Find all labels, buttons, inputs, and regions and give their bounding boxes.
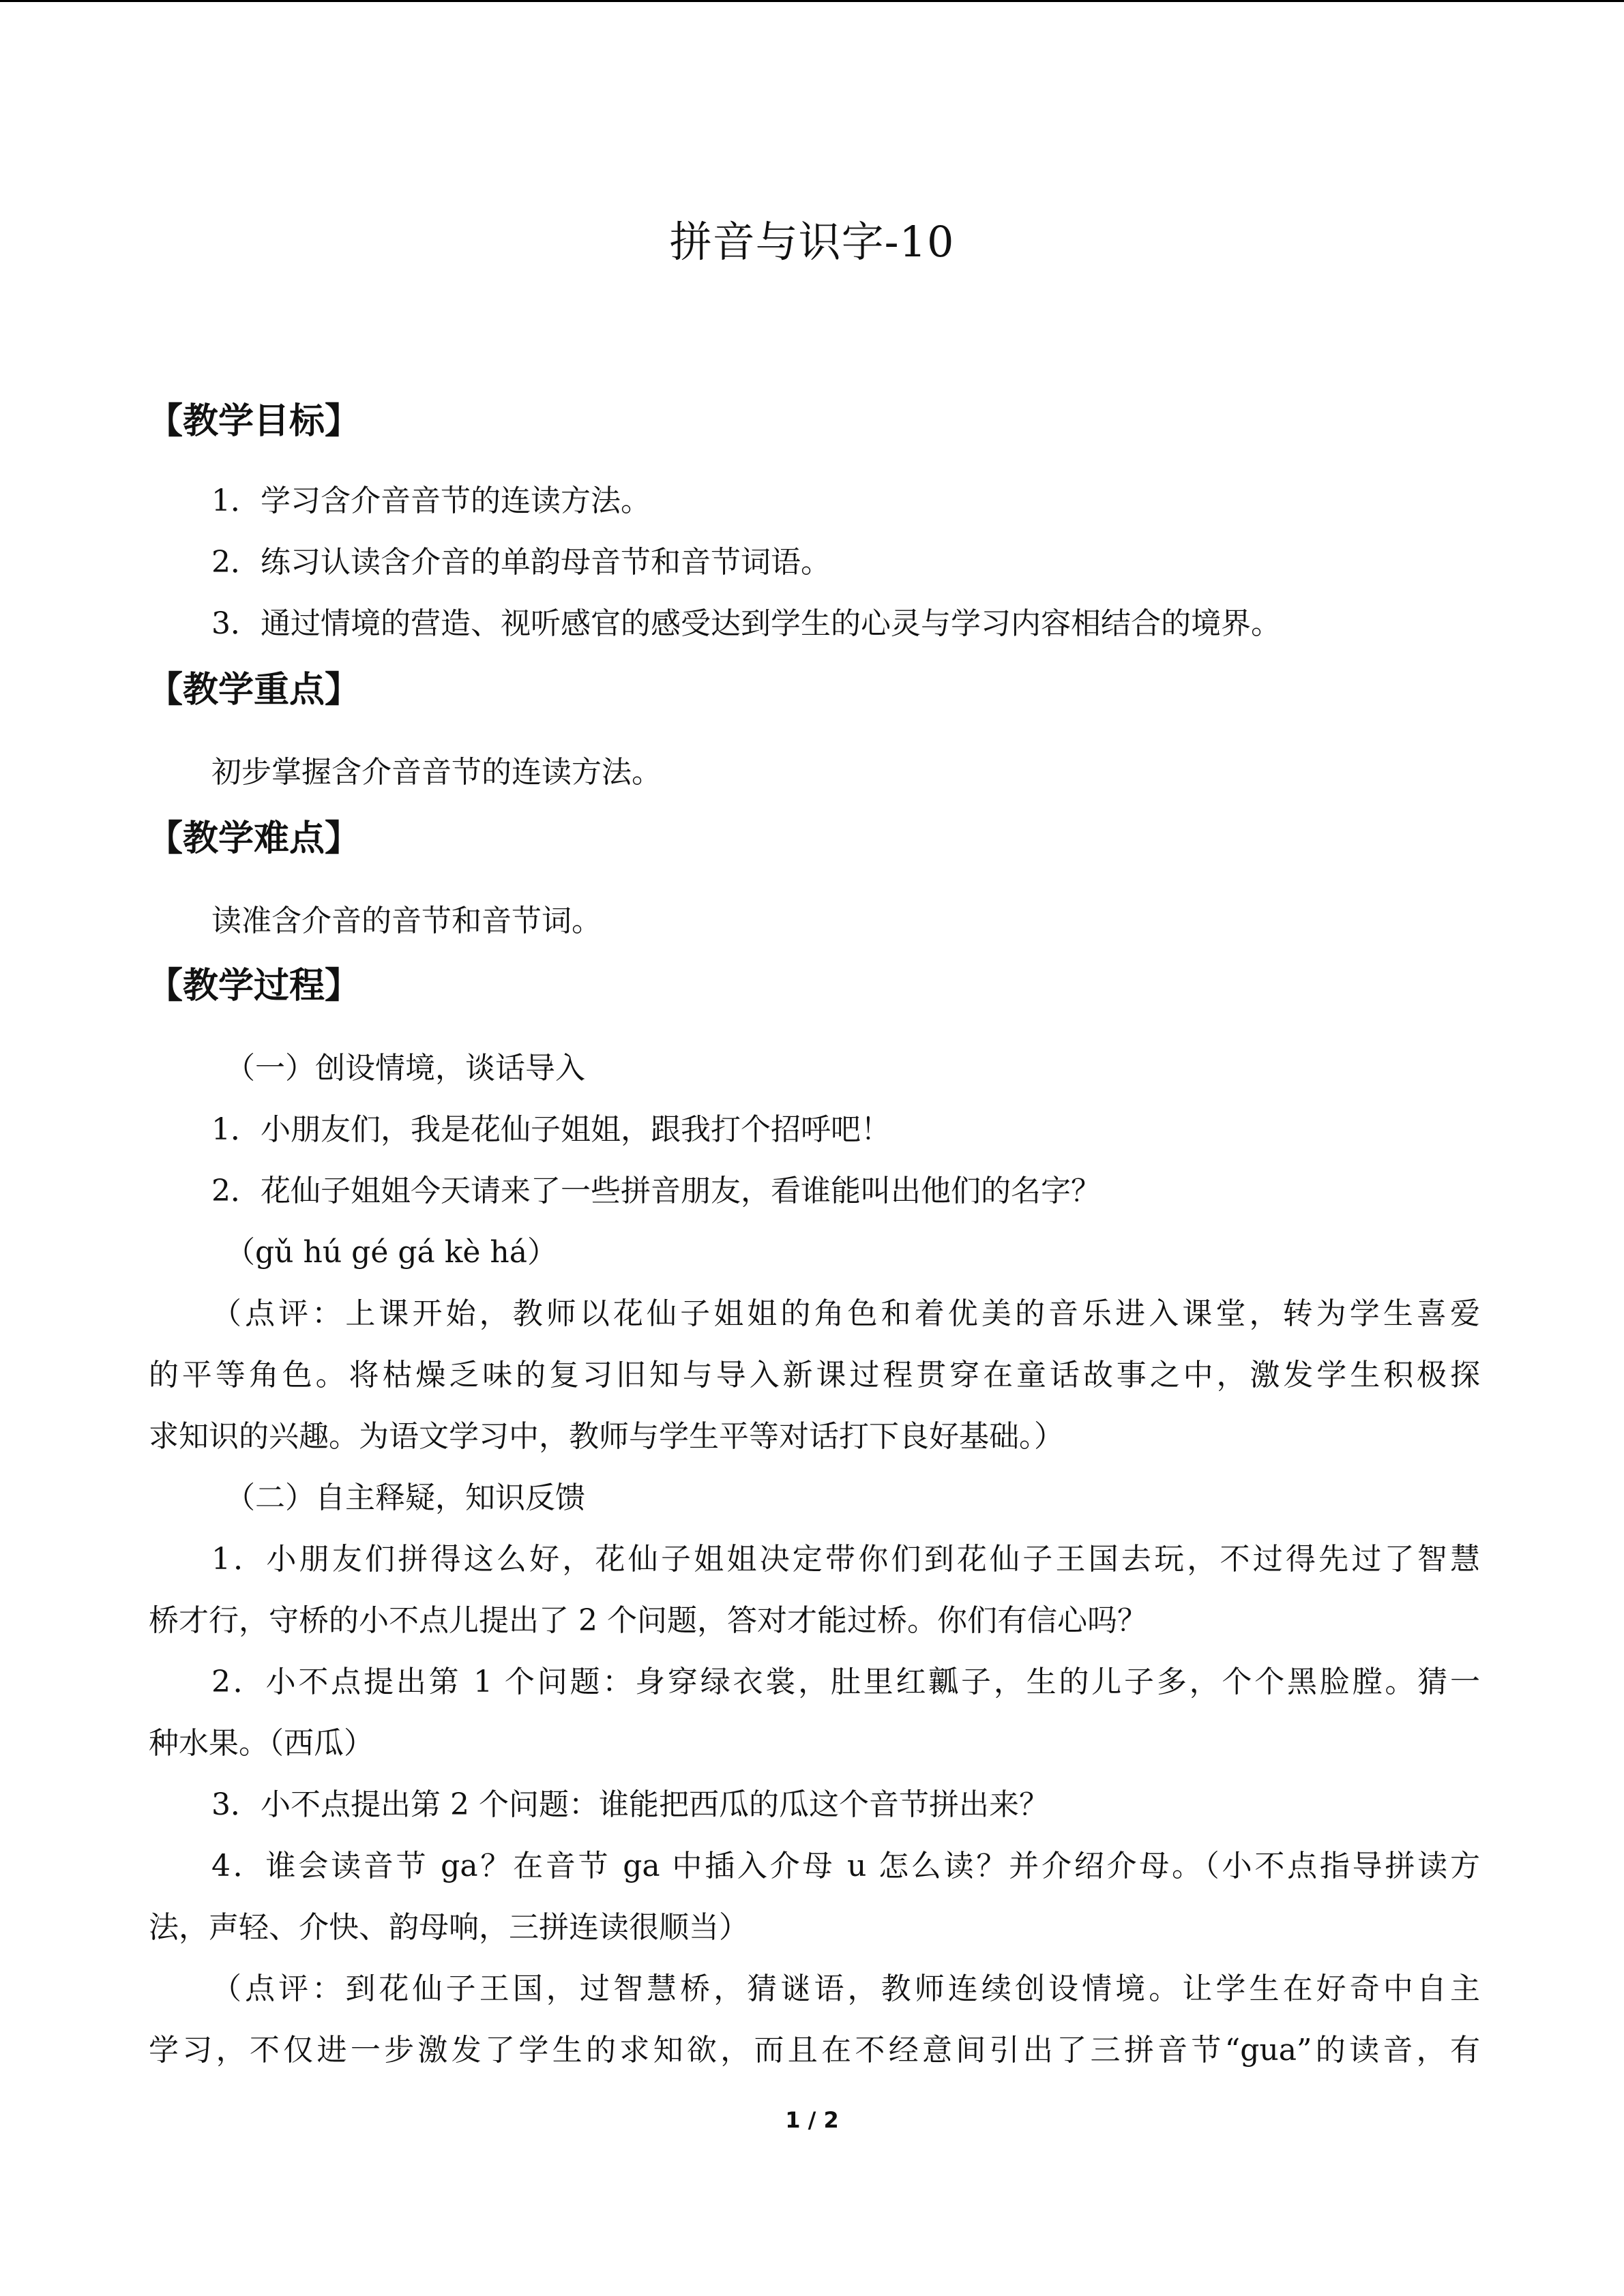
section-heading-difficulties: 【教学难点】: [147, 818, 361, 859]
process-subheading: （一）创设情境，谈话导入: [225, 1051, 585, 1086]
process-line: 2．花仙子姐姐今天请来了一些拼音朋友，看谁能叫出他们的名字？: [211, 1174, 1101, 1208]
comment-line: 的平等角色。将枯燥乏味的复习旧知与导入新课过程贯穿在童话故事之中，激发学生积极探: [149, 1358, 1480, 1392]
goal-item: 3．通过情境的营造、视听感官的感受达到学生的心灵与学习内容相结合的境界。: [211, 606, 1281, 641]
page-number: 1 / 2: [785, 2107, 839, 2133]
process-line: 2．小不点提出第 1 个问题：身穿绿衣裳，肚里红瓤子，生的儿子多，个个黑脸膛。猜一: [211, 1665, 1480, 1699]
process-line: 3．小不点提出第 2 个问题：谁能把西瓜的瓜这个音节拼出来？: [211, 1787, 1049, 1822]
page-title: 拼音与识字-10: [669, 217, 955, 267]
pinyin-line: （gǔ hú gé gá kè há）: [225, 1235, 557, 1270]
process-subheading: （二）自主释疑，知识反馈: [225, 1480, 585, 1515]
comment-line: 求知识的兴趣。为语文学习中，教师与学生平等对话打下良好基础。）: [149, 1419, 1064, 1454]
key-points-text: 初步掌握含介音音节的连读方法。: [211, 755, 662, 790]
goal-item: 2．练习认读含介音的单韵母音节和音节词语。: [211, 545, 831, 580]
process-line: 桥才行，守桥的小不点儿提出了 2 个问题，答对才能过桥。你们有信心吗？: [149, 1603, 1147, 1638]
section-heading-goals: 【教学目标】: [147, 401, 361, 442]
process-line: 1．小朋友们，我是花仙子姐姐，跟我打个招呼吧！: [211, 1112, 891, 1147]
goal-item: 1．学习含介音音节的连读方法。: [211, 483, 651, 518]
process-line: 4．谁会读音节 ga？在音节 ga 中插入介母 u 怎么读？并介绍介母。（小不点指导拼读方: [211, 1849, 1480, 1883]
difficulties-text: 读准含介音的音节和音节词。: [211, 904, 602, 938]
section-heading-process: 【教学过程】: [147, 966, 361, 1007]
process-line: 法，声轻、介快、韵母响，三拼连读很顺当）: [149, 1910, 749, 1945]
comment-line: 学习，不仅进一步激发了学生的求知欲，而且在不经意间引出了三拼音节“gua”的读音，有: [149, 2033, 1480, 2068]
process-line: 1．小朋友们拼得这么好，花仙子姐姐决定带你们到花仙子王国去玩，不过得先过了智慧: [211, 1542, 1480, 1577]
comment-line: （点评：到花仙子王国，过智慧桥，猜谜语，教师连续创设情境。让学生在好奇中自主: [211, 1971, 1480, 2006]
process-line: 种水果。（西瓜）: [149, 1726, 374, 1761]
comment-line: （点评：上课开始，教师以花仙子姐姐的角色和着优美的音乐进入课堂，转为学生喜爱: [211, 1296, 1480, 1331]
section-heading-key-points: 【教学重点】: [147, 670, 361, 711]
top-border-rule: [0, 0, 1624, 2]
